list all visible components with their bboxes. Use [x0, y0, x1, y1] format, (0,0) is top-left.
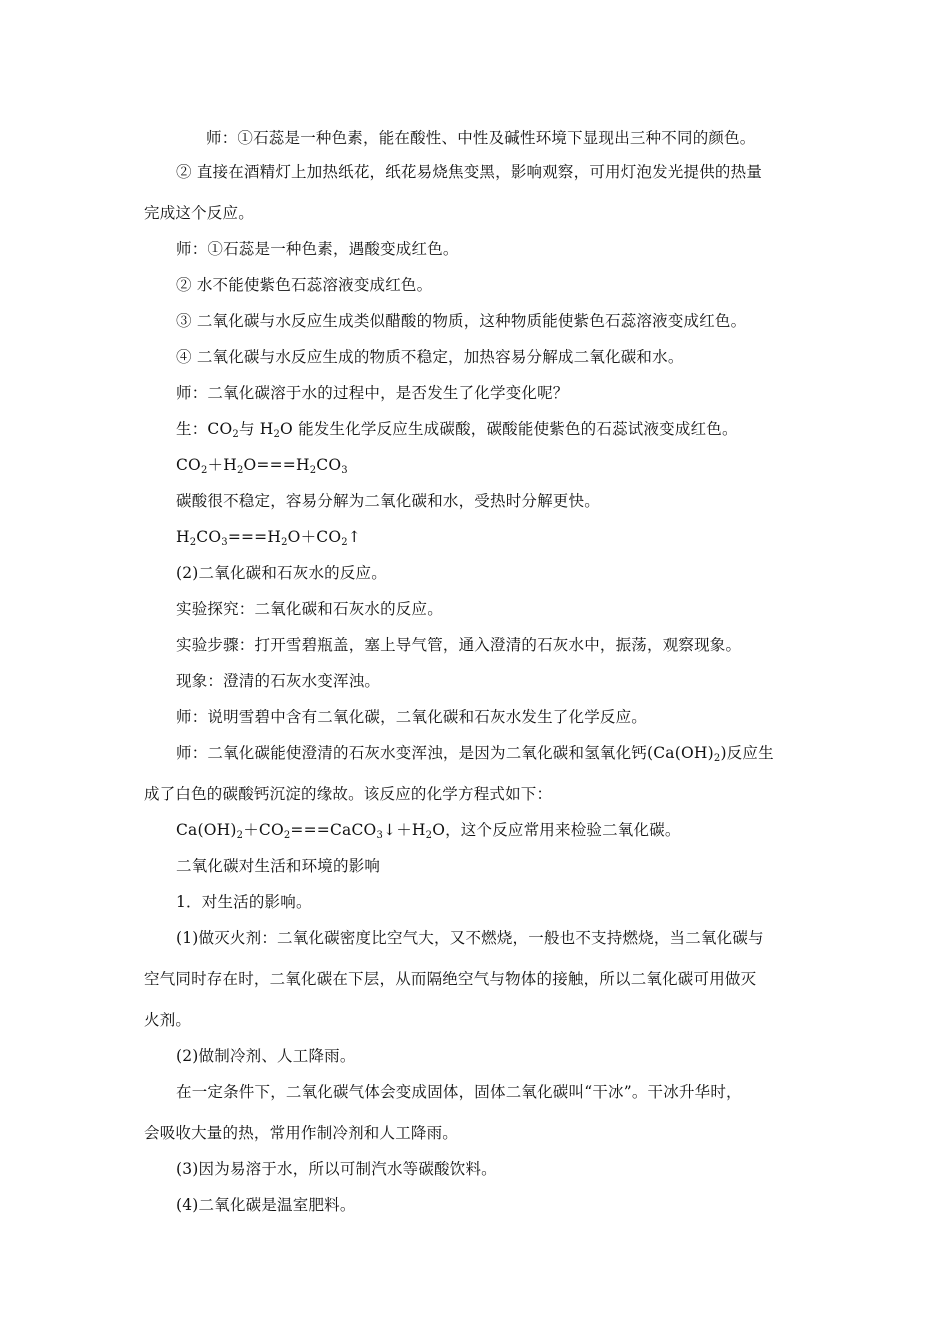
text-line: 在一定条件下，二氧化碳气体会变成固体，固体二氧化碳叫“干冰”。干冰升华时， [176, 1083, 742, 1101]
text-line: 碳酸很不稳定，容易分解为二氧化碳和水，受热时分解更快。 [176, 492, 600, 510]
text-line: 师：①石蕊是一种色素，遇酸变成红色。 [176, 240, 459, 258]
text-line: (4)二氧化碳是温室肥料。 [176, 1196, 356, 1214]
text-line: ④ 二氧化碳与水反应生成的物质不稳定，加热容易分解成二氧化碳和水。 [176, 348, 684, 366]
equation-line: $CO_2+H_2O===H_2CO_3$ [176, 456, 348, 476]
text-line: 师：说明雪碧中含有二氧化碳，二氧化碳和石灰水发生了化学反应。 [176, 708, 648, 726]
equation-line: $Ca(OH)_2+CO_2===CaCO_3↓+H_2O$，这个反应常用来检验二氧化碳。 [176, 821, 681, 841]
text-line: (3)因为易溶于水，所以可制汽水等碳酸饮料。 [176, 1160, 497, 1178]
text-line: 完成这个反应。 [144, 204, 254, 222]
text-line: 会吸收大量的热，常用作制冷剂和人工降雨。 [144, 1124, 459, 1142]
text-line: 生：$CO_2$与 $H_2O$ 能发生化学反应生成碳酸，碳酸能使紫色的石蕊试液变成红色。 [176, 420, 738, 440]
text-line: 师：二氧化碳溶于水的过程中，是否发生了化学变化呢？ [176, 384, 569, 402]
text-line: 成了白色的碳酸钙沉淀的缘故。该反应的化学方程式如下： [144, 785, 553, 803]
text-line: 空气同时存在时，二氧化碳在下层，从而隔绝空气与物体的接触，所以二氧化碳可用做灭 [144, 970, 757, 988]
section-heading: 二氧化碳对生活和环境的影响 [176, 857, 381, 875]
text-line: (1)做灭火剂：二氧化碳密度比空气大，又不燃烧，一般也不支持燃烧，当二氧化碳与 [176, 929, 764, 947]
text-line: ② 直接在酒精灯上加热纸花，纸花易烧焦变黑，影响观察，可用灯泡发光提供的热量 [176, 163, 763, 181]
text-line: 现象：澄清的石灰水变浑浊。 [176, 672, 381, 690]
text-line: 火剂。 [144, 1011, 192, 1029]
text-line: 1．对生活的影响。 [176, 893, 312, 911]
text-line: ③ 二氧化碳与水反应生成类似醋酸的物质，这种物质能使紫色石蕊溶液变成红色。 [176, 312, 747, 330]
equation-line: $H_2CO_3===H_2O+CO_2↑$ [176, 528, 361, 548]
text-line: ② 水不能使紫色石蕊溶液变成红色。 [176, 276, 433, 294]
text-line: 实验步骤：打开雪碧瓶盖，塞上导气管，通入澄清的石灰水中，振荡，观察现象。 [176, 636, 742, 654]
text-line: (2)做制冷剂、人工降雨。 [176, 1047, 356, 1065]
text-line: (2)二氧化碳和石灰水的反应。 [176, 564, 387, 582]
text-line: 师：①石蕊是一种色素，能在酸性、中性及碱性环境下显现出三种不同的颜色。 [206, 129, 756, 147]
text-line: 师：二氧化碳能使澄清的石灰水变浑浊，是因为二氧化碳和氢氧化钙$(Ca(OH)_2)$反应生 [176, 744, 774, 764]
text-line: 实验探究：二氧化碳和石灰水的反应。 [176, 600, 443, 618]
